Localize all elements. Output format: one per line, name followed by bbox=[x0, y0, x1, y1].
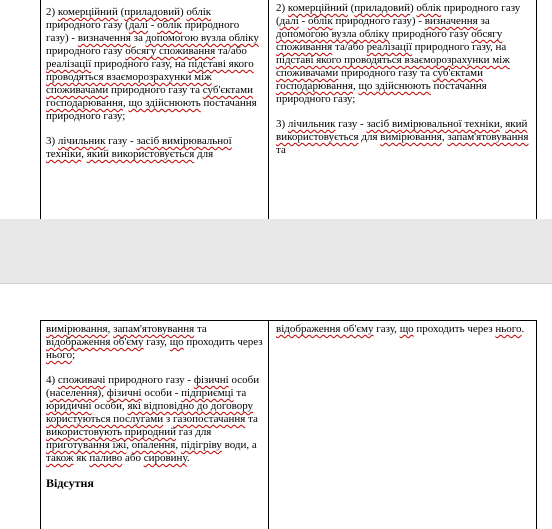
table-border-middle bbox=[268, 320, 269, 529]
table-cell-right[interactable] bbox=[276, 2, 532, 169]
page-gap bbox=[0, 219, 552, 283]
table-cell-right[interactable] bbox=[276, 323, 532, 348]
table-border-top bbox=[40, 320, 537, 321]
table-cell-left[interactable] bbox=[46, 6, 264, 173]
section-heading: Відсутня bbox=[46, 476, 94, 490]
right-item3-start-text: 3) лічильник газу - засіб вимірювальної техніки, який використовується для вимірювання, запам'ятовування та bbox=[276, 118, 529, 156]
table-border-right bbox=[536, 320, 537, 529]
table-cell-left[interactable] bbox=[46, 323, 264, 502]
left-item3-end-text: вимірювання, запам'ятовування та відображення об'єму газу, що проходить через нього; bbox=[46, 323, 263, 361]
left-item4-text: 4) споживачі природного газу - фізичні особи (населення), фізичні особи - підприємці та юридичні особи, які відповідно до договору користуються послугами з газопостачання та використовують природний газ для приготування їжі, опалення, підігріву води, а також як паливо або сировину. bbox=[46, 374, 260, 464]
table-border-middle bbox=[268, 0, 269, 219]
left-item3-start-text: 3) лічильник газу - засіб вимірювальної техніки, який використовується для bbox=[46, 135, 232, 160]
document-page-top bbox=[0, 0, 552, 219]
table-border-left bbox=[40, 0, 41, 219]
document-page-bottom bbox=[0, 283, 552, 529]
left-item2-text: 2) комерційний (приладовий) облік природного газу (далі - облік природного газу) - визначення за допомогою вузла обліку природного газу обсягу споживання та/або реалізації природного газу, на підставі якого проводяться взаєморозрахунки між споживачами природного газу та суб'єктами господарювання, що здійснюють постачання природного газу; bbox=[46, 6, 259, 122]
table-border-left bbox=[40, 320, 41, 529]
right-item3-end-text: відображення об'єму газу, що проходить через нього. bbox=[276, 323, 525, 335]
table-border-right bbox=[536, 0, 537, 219]
right-item2-text: 2) комерційний (приладовий) облік природного газу (далі - облік природного газу) - визначення за допомогою вузла обліку природного газу обсягу споживання та/або реалізації природного газу, на підставі якого проводяться взаєморозрахунки між споживачами природного газу та суб'єктами господарювання, що здійснюють постачання природного газу; bbox=[276, 2, 521, 105]
